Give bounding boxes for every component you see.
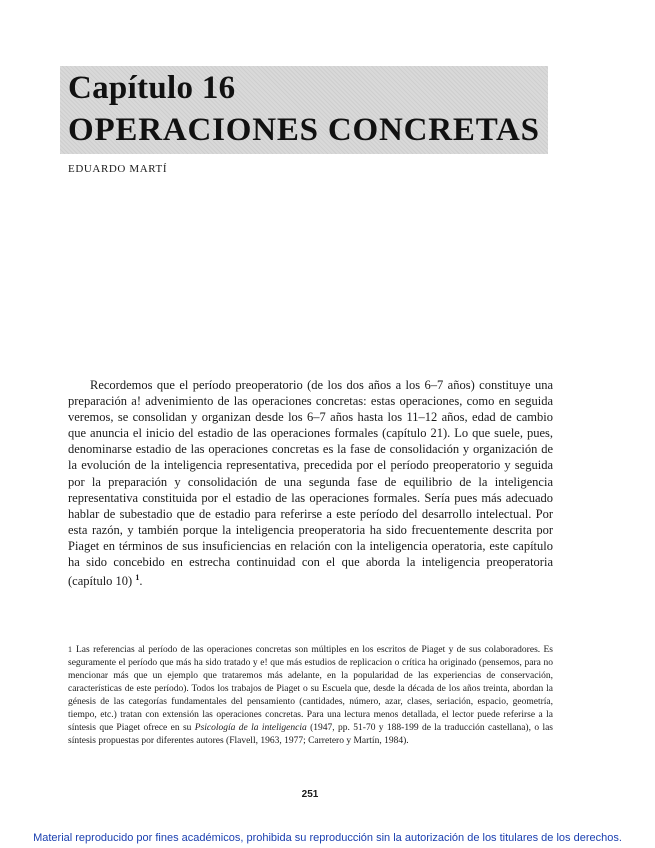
footnote-number: 1 xyxy=(68,645,72,654)
chapter-label: Capítulo 16 xyxy=(68,70,236,106)
page-number: 251 xyxy=(301,789,319,800)
footnote-text-a: Las referencias al período de las operaciones concretas son múltiples en los escritos de Piaget y de sus colaboradores. Es seguramente el período que más ha sido tratado y e! que más estudios de replicacion o crítica ha originado (pensemos, para no mencionar más que un ejemplo que trataremos más adelante, en la popularidad de las experiencias de conservación, características de este período). Todos los trabajos de Piaget o su Escuela que, desde la década de los años treinta, abordan la génesis de las categorías fundamentales del pensamiento (cantidades, número, azar, clases, seriación, espacio, geometría, tiempo, etc.) tratan con extensión las operaciones concretas. Para una lectura menos detallada, el lector puede referirse a la síntesis que Piaget ofrece en su xyxy=(68,645,553,733)
footnote-reference[interactable]: 1 xyxy=(135,573,140,583)
footnote-text-b: (1947, pp. 51-70 y 188-199 de la traducción castellana), o las síntesis propuestas por diferentes autores (Flavell, 1963, 1977; Carretero y Martín, 1984). xyxy=(68,723,554,746)
chapter-title: OPERACIONES CONCRETAS xyxy=(68,112,540,148)
copyright-notice: Material reproducido por fines académicos, prohibida su reproducción sin la autorización de los titulares de los derechos. xyxy=(33,832,622,844)
footnote xyxy=(68,643,553,748)
body-paragraph xyxy=(68,377,553,589)
body-paragraph-text: Recordemos que el período preoperatorio (de los dos años a los 6–7 años) constituye una preparación a! advenimiento de las operaciones concretas: estas operaciones, como en seguida veremos, se consolidan y organizan desde los 6–7 años hasta los 11–12 años, edad de cambio que anuncia el inicio del estadio de las operaciones formales (capítulo 21). Lo que suele, pues, denominarse estadio de las operaciones concretas es la fase de consolidación y organización de la evolución de la inteligencia representativa, precedida por el período preoperatorio y seguida por la preparación y consolidación de una segunda fase de equilibrio de la inteligencia representativa constituida por el estadio de las operaciones formales. Sería pues más adecuado hablar de subestadio que de estadio para referirse a este período del desarrollo intelectual. Por esta razón, y también porque la inteligencia preoperatoria ha sido frecuentemente descrita por Piaget en términos de sus insuficiencias en relación con la inteligencia operatoria, este capítulo ha sido concebido en estrecha continuidad con el que aborda la inteligencia preoperatoria (capítulo 10) xyxy=(68,378,553,589)
paragraph-end: . xyxy=(139,574,143,589)
author-name: EDUARDO MARTÍ xyxy=(68,163,168,175)
footnote-book-title: Psicología de la inteligencia xyxy=(194,723,307,733)
